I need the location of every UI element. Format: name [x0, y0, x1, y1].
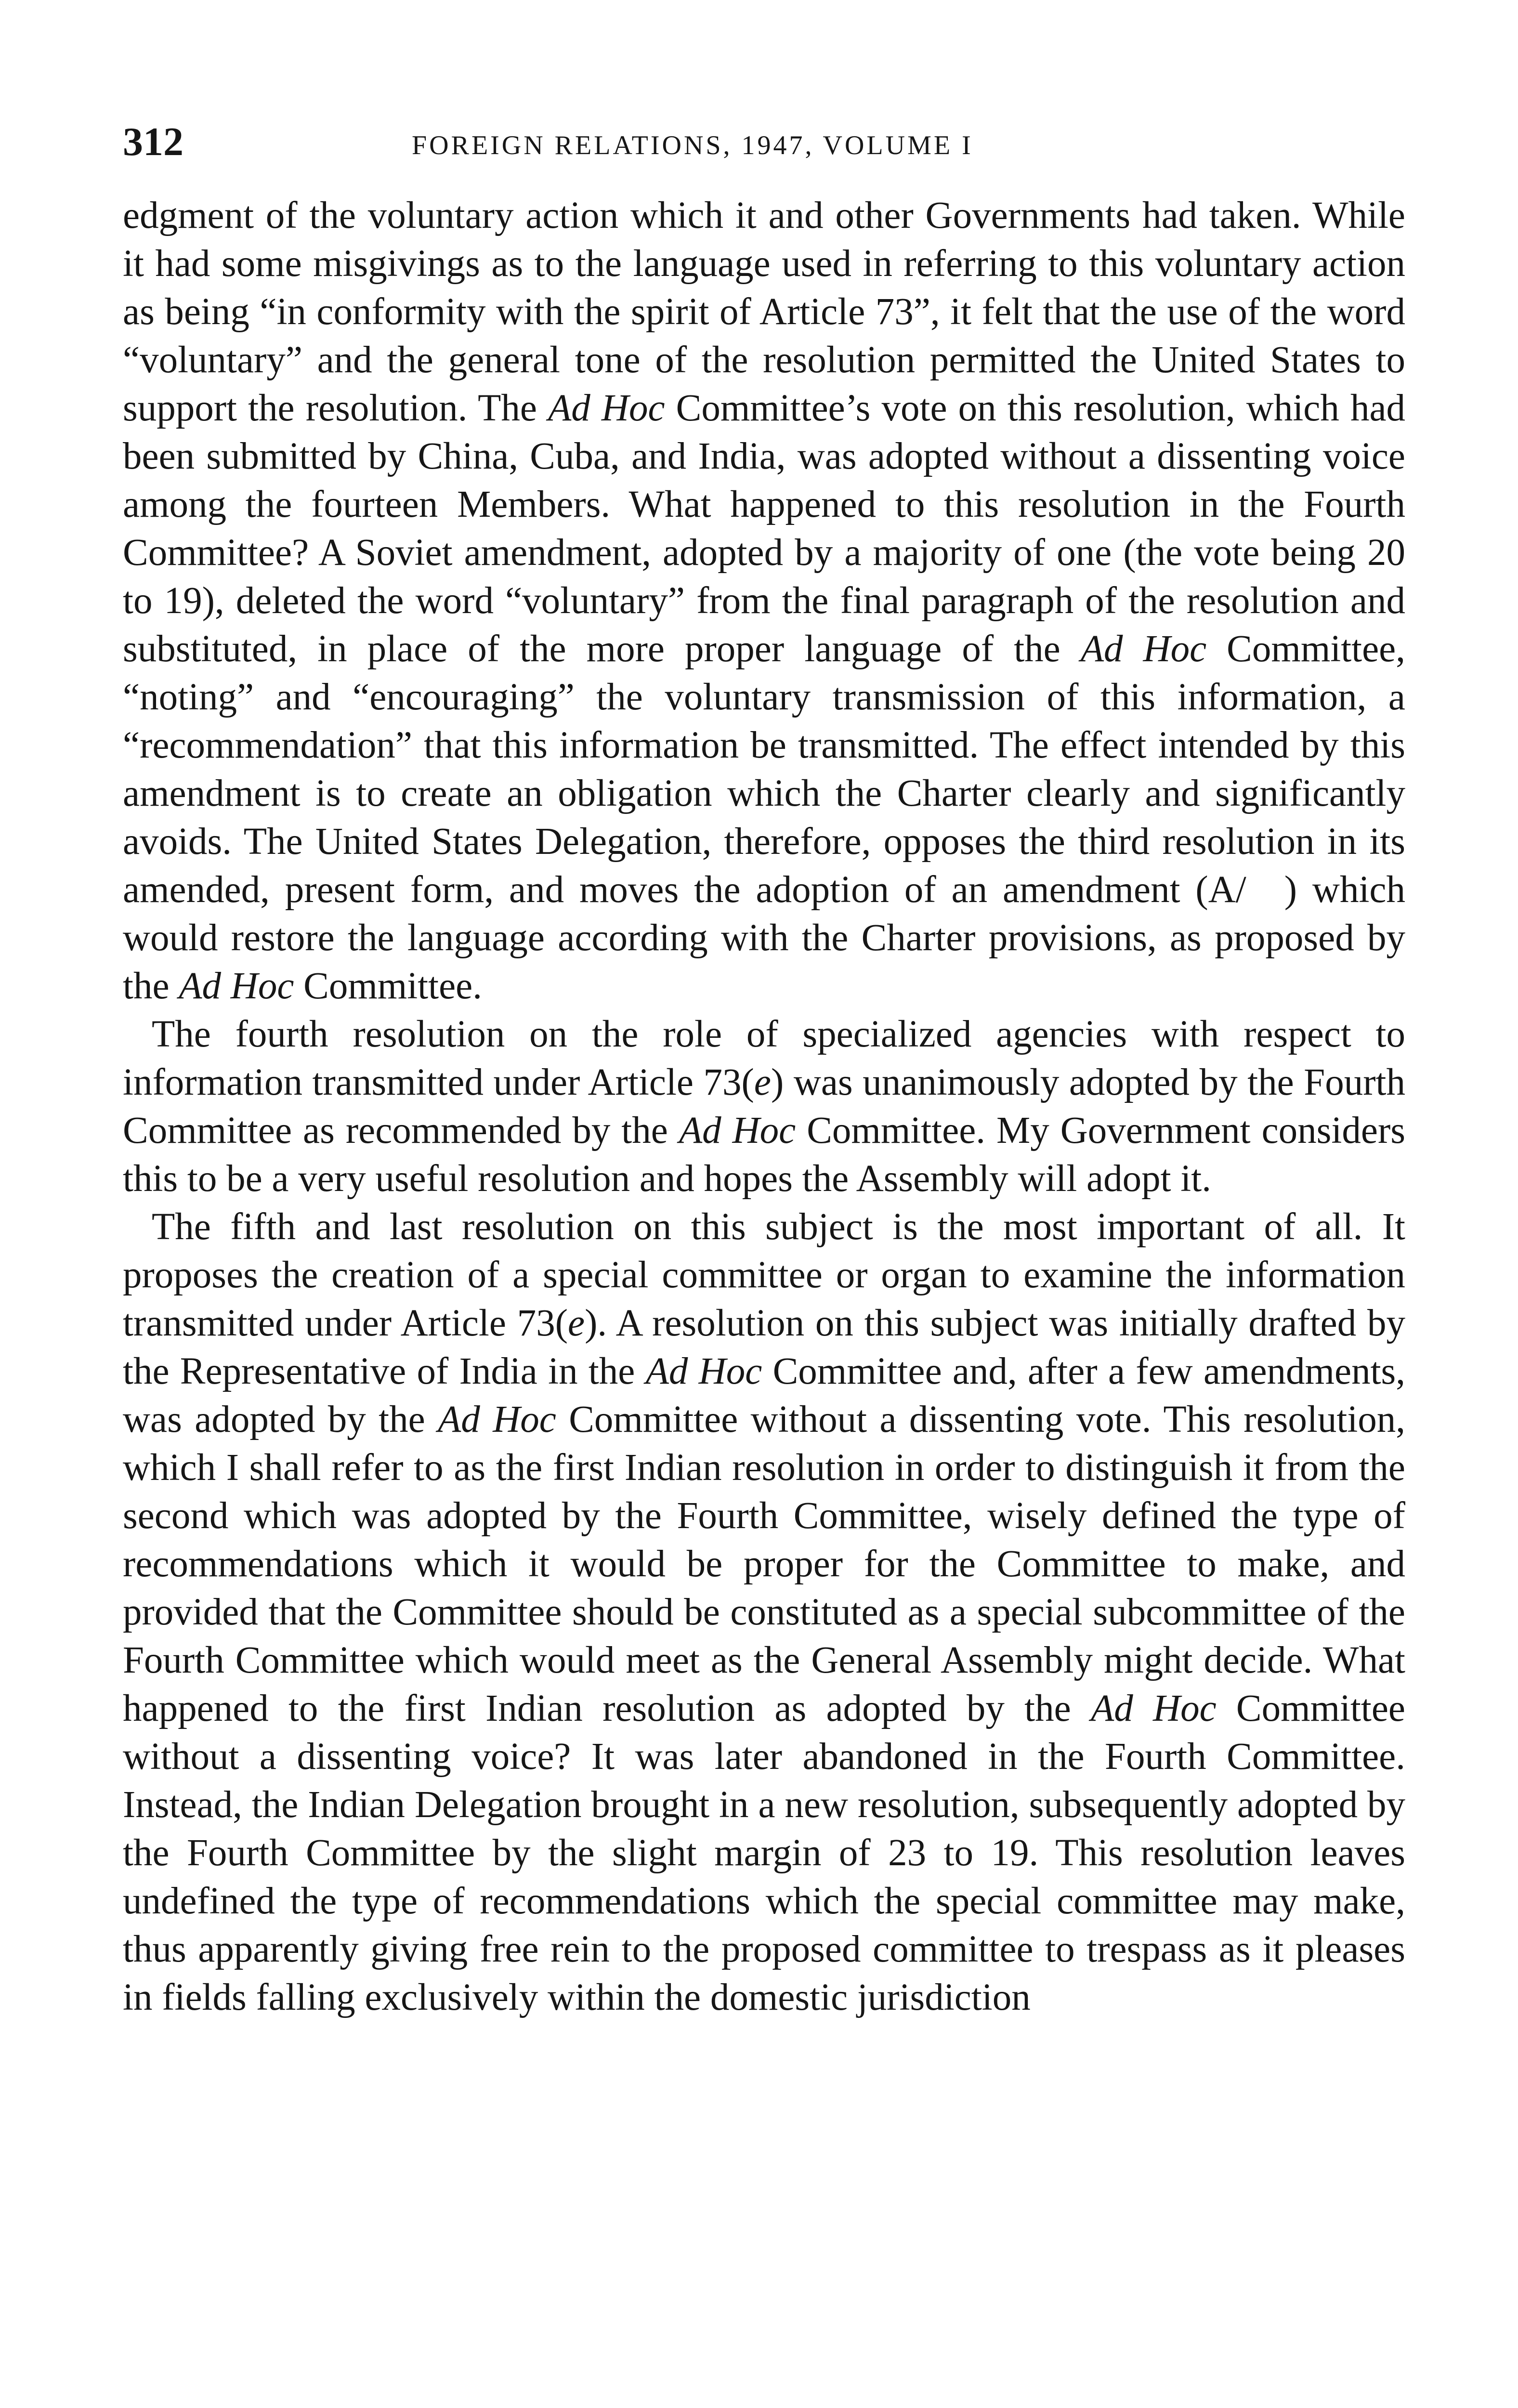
paragraph-continued	[123, 192, 1405, 1010]
page-header	[123, 116, 1405, 173]
italic-text-run: Ad Hoc	[645, 1350, 762, 1392]
text-run: Committee without a dissenting vote. This resolution, which I shall refer to as the first Indian resolution in order to distinguish it from the second which was adopted by the Fourth Committee, wisely defined the type of recommendations which it would be proper for the Committee to make, and provided that the Committee should be constituted as a special subcommittee of the Fourth Committee which would meet as the General Assembly might decide. What happened to the first Indian resolution as adopted by the	[123, 1399, 1406, 1729]
text-run: edgment of the voluntary action which it and other Governments had taken. While it had some misgivings as to the language used in referring to this voluntary action as being “in conformity with the spirit of Article 73”, it felt that the use of the word “voluntary” and the general tone of the resolution permitted the United States to support the resolution. The	[123, 195, 1405, 429]
italic-text-run: Ad Hoc	[1080, 628, 1207, 670]
paragraph-fourth-resolution	[123, 1010, 1405, 1203]
italic-text-run: Ad Hoc	[438, 1399, 556, 1440]
running-head: FOREIGN RELATIONS, 1947, VOLUME I	[412, 131, 973, 160]
text-run: Committee without a dissenting voice? It was later abandoned in the Fourth Committee. Instead, the Indian Delegation brought in a new resolution, subsequently adopted by the Fourth Committee by the slight margin of 23 to 19. This resolution leaves undefined the type of recommendations which the special committee may make, thus apparently giving free rein to the proposed committee to trespass as it pleases in fields falling exclusively within the domestic jurisdiction	[123, 1688, 1405, 2018]
text-run: Committee.	[294, 965, 482, 1007]
italic-text-run: e	[754, 1061, 771, 1103]
text-run: ) was unanimously adopted by the Fourth Committee as recommended by the	[123, 1061, 1405, 1152]
text-run: Committee, “noting” and “encouraging” the voluntary transmission of this information, a “recommendation” that this information be transmitted. The effect intended by this amendment is to create an obligation which the Charter clearly and significantly avoids. The United States Delegation, therefore, opposes the third resolution in its amended, present form, and moves the adoption of an amendment (A/ ) which would restore the language according with the Charter provisions, as proposed by the	[123, 628, 1405, 1007]
italic-text-run: Ad Hoc	[679, 1110, 796, 1152]
page-number: 312	[123, 119, 183, 164]
italic-text-run: Ad Hoc	[179, 965, 294, 1007]
text-run: ). A resolution on this subject was initially drafted by the Representative of India in the	[123, 1302, 1406, 1392]
italic-text-run: e	[568, 1302, 585, 1344]
italic-text-run: Ad Hoc	[1090, 1688, 1217, 1729]
text-run: The fifth and last resolution on this subject is the most important of all. It proposes the creation of a special committee or organ to examine the information transmitted under Article 73(	[123, 1206, 1405, 1344]
paragraph-fifth-resolution	[123, 1203, 1405, 2022]
document-page	[123, 0, 1405, 2408]
italic-text-run: Ad Hoc	[548, 387, 665, 429]
text-run: Committee’s vote on this resolution, which had been submitted by China, Cuba, and India, was adopted without a dissenting voice among the fourteen Members. What happened to this resolution in the Fourth Committee? A Soviet amendment, adopted by a majority of one (the vote being 20 to 19), deleted the word “voluntary” from the final paragraph of the resolution and substituted, in place of the more proper language of the	[123, 387, 1406, 670]
body-text	[123, 192, 1405, 2022]
text-run: Committee and, after a few amendments, was adopted by the	[123, 1350, 1406, 1440]
text-run: The fourth resolution on the role of specialized agencies with respect to information transmitted under Article 73(	[123, 1013, 1405, 1103]
text-run: Committee. My Government considers this to be a very useful resolution and hopes the Assembly will adopt it.	[123, 1110, 1405, 1200]
